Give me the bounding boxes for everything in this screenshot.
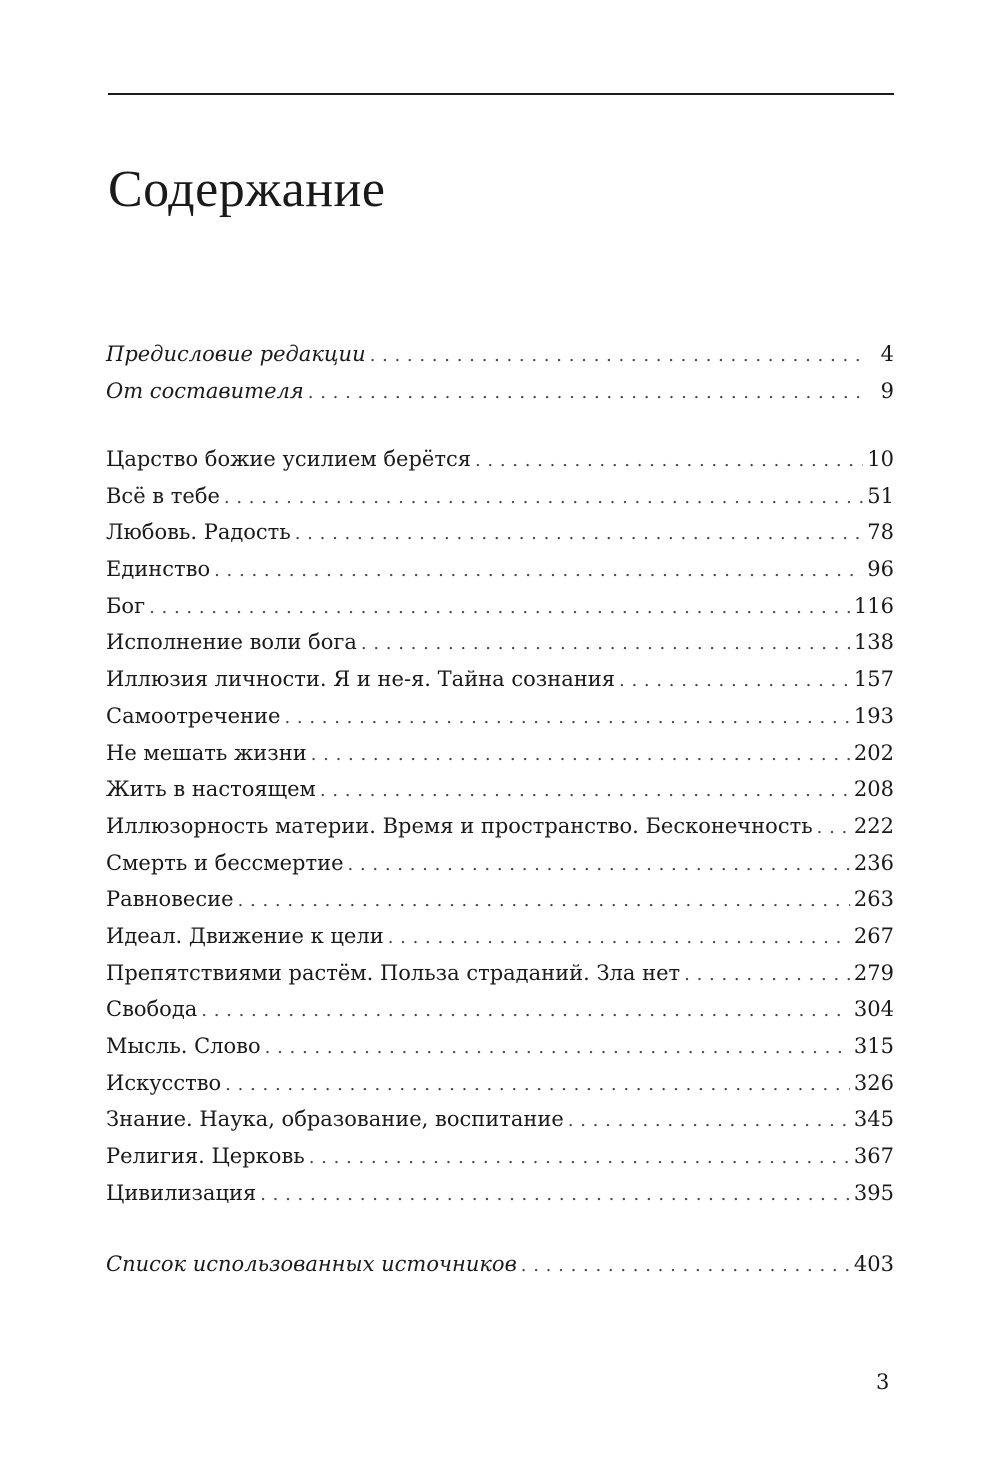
toc-entry-page: 9 xyxy=(880,378,894,403)
toc-entry-title: Список использованных источников xyxy=(106,1252,517,1276)
toc-entry xyxy=(106,808,894,845)
toc-dot-leader xyxy=(475,443,863,480)
toc-entry-page: 157 xyxy=(853,667,894,692)
toc-dot-leader xyxy=(214,553,863,590)
toc-entry-page: 263 xyxy=(853,887,894,912)
toc-dot-leader xyxy=(149,590,850,627)
toc-entry-title: Исполнение воли бога xyxy=(106,630,357,655)
toc-entry xyxy=(106,991,894,1028)
toc-entry-title: Предисловие редакции xyxy=(106,342,366,366)
toc-entry xyxy=(106,1138,894,1175)
toc-entry-title: Цивилизация xyxy=(106,1180,257,1205)
toc-dot-leader xyxy=(361,626,850,663)
toc-entry xyxy=(106,661,894,698)
toc-entry-title: Равновесие xyxy=(106,887,234,912)
toc-dot-leader xyxy=(388,920,850,957)
toc-entry-title: Мысль. Слово xyxy=(106,1034,261,1058)
toc-dot-leader xyxy=(521,1248,850,1285)
toc-entry-title: Религия. Церковь xyxy=(106,1144,305,1169)
toc-entry-page: 345 xyxy=(853,1107,894,1132)
toc-entry-title: Идеал. Движение к цели xyxy=(106,923,384,948)
toc-front-matter xyxy=(106,336,894,409)
toc-entry-page: 236 xyxy=(853,850,894,875)
toc-entry-title: Не мешать жизни xyxy=(106,740,307,765)
toc-entry-title: Свобода xyxy=(106,997,198,1022)
toc-entry xyxy=(106,881,894,918)
toc-dot-leader xyxy=(348,847,850,884)
toc-dot-leader xyxy=(568,1103,850,1140)
toc-entry xyxy=(106,1175,894,1212)
toc-entry-page: 10 xyxy=(867,447,894,471)
toc-entry xyxy=(106,441,894,478)
toc-entry xyxy=(106,336,894,373)
toc-entry xyxy=(106,771,894,808)
toc-dot-leader xyxy=(309,1140,850,1177)
toc-entry-page: 315 xyxy=(853,1034,894,1058)
toc-entry-page: 222 xyxy=(853,813,894,838)
page-number: 3 xyxy=(876,1370,890,1394)
toc-entry-page: 138 xyxy=(853,630,894,655)
toc-entry xyxy=(106,1028,894,1065)
toc-dot-leader xyxy=(295,516,864,553)
toc-entry xyxy=(106,1101,894,1138)
toc-entry-page: 367 xyxy=(853,1144,894,1169)
toc-entry-page: 208 xyxy=(853,777,894,802)
toc-entry-title: Препятствиями растём. Польза страданий. Зла нет xyxy=(106,960,681,985)
toc-entry xyxy=(106,918,894,955)
toc-entry-title: Царство божие усилием берётся xyxy=(106,447,471,471)
toc-entry xyxy=(106,373,894,410)
toc-dot-leader xyxy=(284,700,849,737)
toc-dot-leader xyxy=(225,1067,850,1104)
toc-dot-leader xyxy=(201,993,850,1030)
toc-entry-title: Иллюзорность материи. Время и пространство. Бесконечность xyxy=(106,813,813,838)
top-rule xyxy=(108,93,894,95)
toc-dot-leader xyxy=(260,1177,850,1214)
toc-entry-page: 279 xyxy=(853,960,894,985)
toc-entry-title: Искусство xyxy=(106,1070,222,1095)
toc-dot-leader xyxy=(817,810,850,847)
toc-entry xyxy=(106,698,894,735)
toc-entry-page: 193 xyxy=(853,703,894,728)
toc-entry xyxy=(106,845,894,882)
toc-dot-leader xyxy=(619,663,850,700)
toc-dot-leader xyxy=(265,1030,850,1067)
toc-entry-page: 96 xyxy=(867,557,894,582)
toc-entry-title: Единство xyxy=(106,557,211,582)
toc-entry-page: 202 xyxy=(853,740,894,765)
toc-entry xyxy=(106,588,894,625)
toc-back-matter xyxy=(106,1246,894,1283)
toc-entry-page: 326 xyxy=(853,1070,894,1095)
toc-entry xyxy=(106,624,894,661)
toc-dot-leader xyxy=(238,883,850,920)
toc-dot-leader xyxy=(308,375,866,412)
toc-entry xyxy=(106,735,894,772)
toc-dot-leader xyxy=(370,338,866,375)
toc-entry xyxy=(106,1246,894,1283)
page-title: Содержание xyxy=(108,161,386,218)
toc-dot-leader xyxy=(224,480,863,517)
toc-entry-title: Смерть и бессмертие xyxy=(106,850,344,875)
toc-entry-title: Любовь. Радость xyxy=(106,520,291,545)
toc-entry-page: 51 xyxy=(867,483,894,508)
toc-entry-title: Бог xyxy=(106,593,146,618)
toc-entry-page: 116 xyxy=(853,593,894,618)
toc-entry xyxy=(106,514,894,551)
toc-entry-page: 395 xyxy=(853,1180,894,1205)
toc-entry xyxy=(106,551,894,588)
toc-entry-title: Знание. Наука, образование, воспитание xyxy=(106,1107,564,1132)
toc-entry-page: 304 xyxy=(853,997,894,1022)
toc-dot-leader xyxy=(684,957,850,994)
toc-entry-title: Жить в настоящем xyxy=(106,777,316,802)
toc-entry-title: Иллюзия личности. Я и не-я. Тайна сознания xyxy=(106,667,615,692)
toc-entry-title: От составителя xyxy=(106,378,304,403)
toc-entry-page: 4 xyxy=(880,342,894,366)
toc-entry-page: 78 xyxy=(867,520,894,545)
toc-entry xyxy=(106,1065,894,1102)
toc-chapters xyxy=(106,441,894,1211)
toc-entry-page: 403 xyxy=(853,1252,894,1276)
toc-entry-title: Самоотречение xyxy=(106,703,281,728)
toc-dot-leader xyxy=(320,773,850,810)
toc-entry-title: Всё в тебе xyxy=(106,483,220,508)
toc-dot-leader xyxy=(311,737,850,774)
toc-entry xyxy=(106,955,894,992)
toc-entry-page: 267 xyxy=(853,923,894,948)
toc-entry xyxy=(106,478,894,515)
